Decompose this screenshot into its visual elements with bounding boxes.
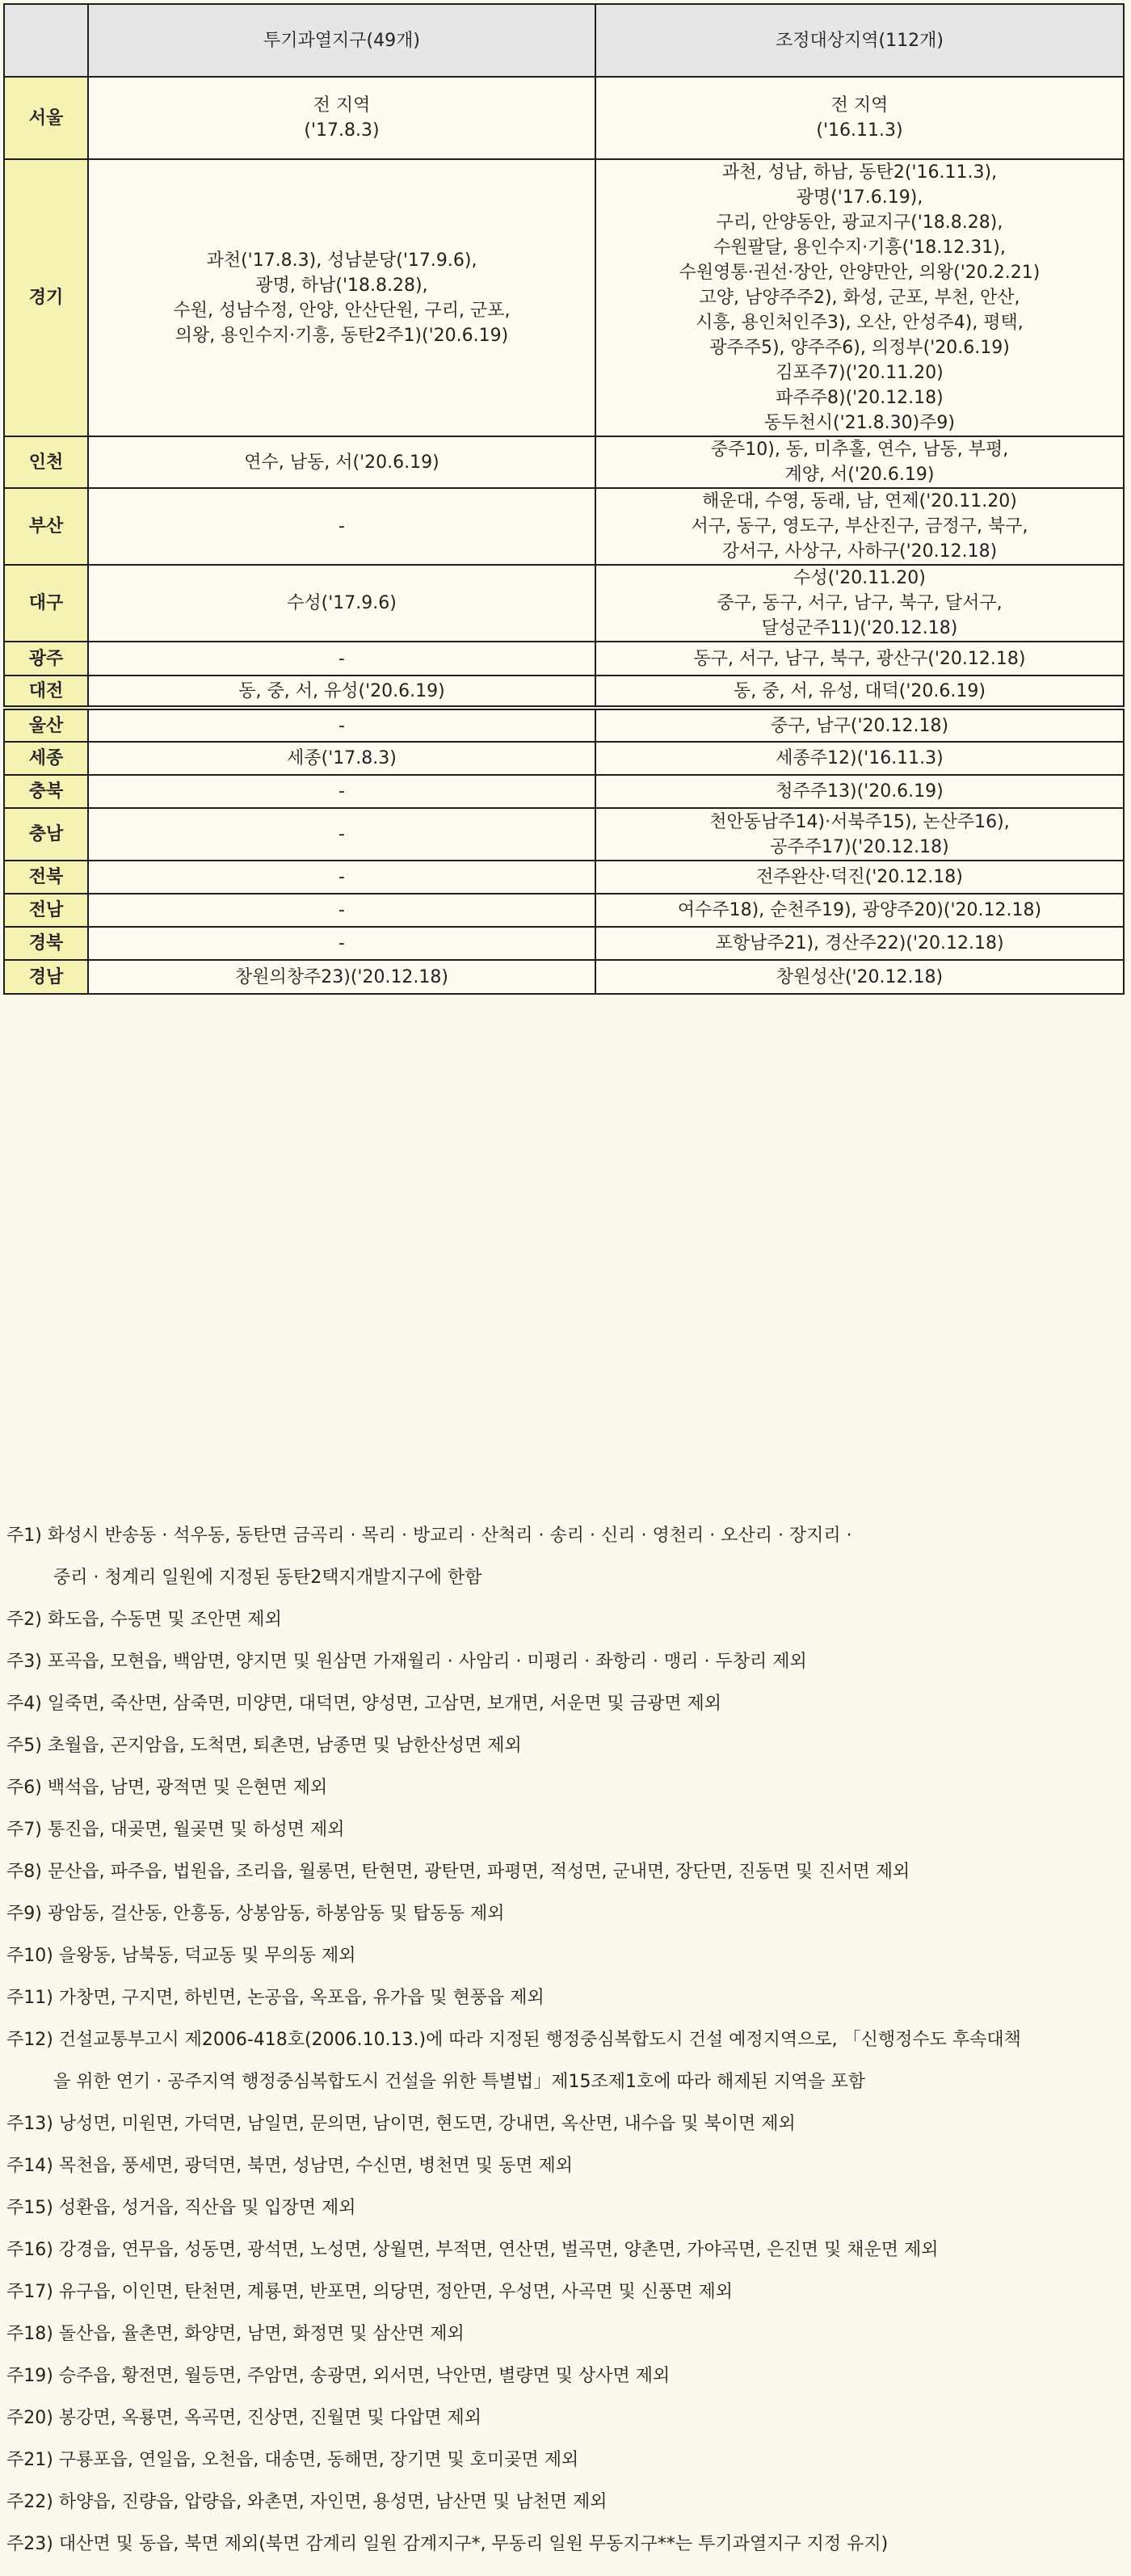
table-row [4,676,1124,708]
cell-line: 의왕, 용인수지·기흥, 동탄2주1)('20.6.19) [174,325,509,346]
footnote-text: 주19) 승주읍, 황전면, 월등면, 주암면, 송광면, 외서면, 낙안면, 별량면 및 상사면 제외 [6,2366,671,2386]
cell-line: 과천('17.8.3), 성남분당('17.9.6), [206,250,477,271]
cell-line: 수원영통·권선·장안, 안양만안, 의왕('20.2.21) [679,263,1041,283]
cell-line: - [338,648,345,669]
footnote-text: 주14) 목천읍, 풍세면, 광덕면, 북면, 성남면, 수신면, 병천면 및 동면 제외 [6,2156,574,2176]
table-row [4,927,1124,960]
cell-line: 과천, 성남, 하남, 동탄2('16.11.3), [721,162,998,183]
cell-line: 세종주12)('16.11.3) [776,748,944,768]
footnote-item [6,2324,1125,2345]
footnote-item [6,2408,1125,2429]
region-cell: 충남 [4,808,88,861]
header-blank-cell [4,4,88,77]
cell-line: 광명, 하남('18.8.28), [255,275,428,296]
cell-line: 수원, 성남수정, 안양, 안산단원, 구리, 군포, [173,300,511,321]
footnote-item [6,1904,1125,1925]
footnote-text: 주10) 을왕동, 남북동, 덕교동 및 무의동 제외 [6,1946,356,1966]
footnote-continuation: 중리 · 청계리 일원에 지정된 동탄2택지개발지구에 한함 [53,1568,482,1588]
cell-line: 수성('20.11.20) [793,568,926,588]
footnote-item [6,2030,1125,2093]
adjustment-cell [595,159,1124,436]
cell-line: ('16.11.3) [816,120,903,141]
cell-line: 공주주17)('20.12.18) [770,836,949,857]
footnote-text: 주8) 문산읍, 파주읍, 법원읍, 조리읍, 월롱면, 탄현면, 광탄면, 파평면, 적성면, 군내면, 장단면, 진동면 및 진서면 제외 [6,1862,910,1882]
footnote-item [6,1946,1125,1967]
cell-line: 수성('17.9.6) [287,593,397,613]
regulated-areas-table [3,3,1125,995]
adjustment-cell [595,894,1124,927]
cell-line: 계양, 서('20.6.19) [784,465,935,485]
cell-line: 김포주7)('20.11.20) [776,363,944,383]
speculation-cell [88,77,595,159]
adjustment-cell [595,960,1124,994]
cell-line: 중주10), 동, 미추홀, 연수, 남동, 부평, [710,440,1009,460]
region-cell: 부산 [4,488,88,565]
adjustment-cell [595,488,1124,565]
region-cell: 광주 [4,642,88,676]
table-row [4,488,1124,565]
cell-line: 중구, 동구, 서구, 남구, 북구, 달서구, [717,593,1003,613]
cell-line: - [338,824,345,844]
cell-line: 동, 중, 서, 유성, 대덕('20.6.19) [734,680,986,701]
speculation-cell [88,565,595,642]
cell-line: 전주완산·덕진('20.12.18) [756,867,963,887]
footnote-item [6,2282,1125,2303]
table-row [4,894,1124,927]
footnote-item [6,1694,1125,1715]
adjustment-cell [595,861,1124,894]
footnote-text: 주15) 성환읍, 성거읍, 직산읍 및 입장면 제외 [6,2198,356,2218]
table-row [4,808,1124,861]
cell-line: - [338,900,345,920]
speculation-cell [88,808,595,861]
footnote-item [6,1652,1125,1673]
cell-line: - [338,933,345,953]
adjustment-cell [595,642,1124,676]
cell-line: 고양, 남양주주2), 화성, 군포, 부천, 안산, [699,288,1020,308]
table-row [4,775,1124,808]
adjustment-cell [595,808,1124,861]
region-cell: 경기 [4,159,88,436]
footnote-text: 주12) 건설교통부고시 제2006-418호(2006.10.13.)에 따라 지정된 행정중심복합도시 건설 예정지역으로, 「신행정수도 후속대책 [6,2030,1021,2050]
region-cell: 대구 [4,565,88,642]
speculation-cell [88,159,595,436]
footnote-item [6,2534,1125,2555]
footnote-text: 주17) 유구읍, 이인면, 탄천면, 계룡면, 반포면, 의당면, 정안면, 우성면, 사곡면 및 신풍면 제외 [6,2282,734,2302]
table-row [4,960,1124,994]
region-cell: 충북 [4,775,88,808]
header-adjustment: 조정대상지역(112개) [595,4,1124,77]
footnote-item [6,2114,1125,2135]
footnote-text: 주2) 화도읍, 수동면 및 조안면 제외 [6,1610,282,1630]
footnote-item [6,1988,1125,2009]
speculation-cell [88,894,595,927]
speculation-cell [88,642,595,676]
table-row [4,708,1124,742]
footnote-item [6,1526,1125,1589]
cell-line: 시흥, 용인처인주3), 오산, 안성주4), 평택, [696,313,1024,333]
footnote-text: 주5) 초월읍, 곤지암읍, 도척면, 퇴촌면, 남종면 및 남한산성면 제외 [6,1736,522,1756]
cell-line: 동두천시('21.8.30)주9) [763,413,956,433]
footnote-item [6,1820,1125,1841]
region-cell: 인천 [4,436,88,488]
footnote-item [6,2450,1125,2471]
footnote-item [6,2366,1125,2387]
footnote-item [6,1736,1125,1757]
cell-line: ('17.8.3) [304,120,380,141]
cell-line: 천안동남주14)·서북주15), 논산주16), [709,811,1010,832]
cell-line: - [338,715,345,736]
cell-line: 연수, 남동, 서('20.6.19) [244,452,439,473]
footnote-text: 주3) 포곡읍, 모현읍, 백암면, 양지면 및 원삼면 가재월리 · 사암리 · 미평리 · 좌항리 · 맹리 · 두창리 제외 [6,1652,807,1672]
speculation-cell [88,708,595,742]
cell-line: - [338,516,345,537]
speculation-cell [88,927,595,960]
table-row [4,77,1124,159]
footnote-text: 주23) 대산면 및 동읍, 북면 제외(북면 감계리 일원 감계지구*, 무동리 일원 무동지구**는 투기과열지구 지정 유지) [6,2534,889,2554]
speculation-cell [88,960,595,994]
region-cell: 전북 [4,861,88,894]
region-cell: 울산 [4,708,88,742]
cell-line: - [338,867,345,887]
adjustment-cell [595,436,1124,488]
adjustment-cell [595,775,1124,808]
adjustment-cell [595,565,1124,642]
cell-line: 포항남주21), 경산주22)('20.12.18) [715,933,1004,953]
footnote-continuation: 을 위한 연기 · 공주지역 행정중심복합도시 건설을 위한 특별법」제15조제1호에 따라 해제된 지역을 포함 [53,2072,865,2092]
footnote-text: 주9) 광암동, 걸산동, 안흥동, 상봉암동, 하봉암동 및 탑동동 제외 [6,1904,505,1924]
adjustment-cell [595,676,1124,708]
footnotes [6,1526,1125,2576]
header-speculation: 투기과열지구(49개) [88,4,595,77]
cell-line: 중구, 남구('20.12.18) [770,715,949,736]
speculation-cell [88,775,595,808]
footnote-text: 주6) 백석읍, 남면, 광적면 및 은현면 제외 [6,1778,328,1798]
adjustment-cell [595,708,1124,742]
footnote-item [6,1610,1125,1631]
footnote-text: 주4) 일죽면, 죽산면, 삼죽면, 미양면, 대덕면, 양성면, 고삼면, 보개면, 서운면 및 금광면 제외 [6,1694,722,1714]
table-row [4,742,1124,775]
cell-line: 세종('17.8.3) [287,748,397,768]
footnote-item [6,2492,1125,2513]
cell-line: 서구, 동구, 영도구, 부산진구, 금정구, 북구, [691,516,1028,537]
region-cell: 서울 [4,77,88,159]
speculation-cell [88,676,595,708]
footnote-text: 주11) 가창면, 구지면, 하빈면, 논공읍, 옥포읍, 유가읍 및 현풍읍 제외 [6,1988,544,2008]
region-cell: 경북 [4,927,88,960]
cell-line: 창원성산('20.12.18) [776,966,944,987]
cell-line: - [338,781,345,802]
cell-line: 구리, 안양동안, 광교지구('18.8.28), [716,213,1003,233]
region-cell: 경남 [4,960,88,994]
table-row [4,861,1124,894]
cell-line: 광주주5), 양주주6), 의정부('20.6.19) [709,338,1010,358]
speculation-cell [88,488,595,565]
footnote-text: 주21) 구룡포읍, 연일읍, 오천읍, 대송면, 동해면, 장기면 및 호미곶면 제외 [6,2450,579,2470]
footnote-text: 주1) 화성시 반송동 · 석우동, 동탄면 금곡리 · 목리 · 방교리 · 산척리 · 송리 · 신리 · 영천리 · 오산리 · 장지리 · [6,1526,852,1546]
cell-line: 전 지역 [313,95,371,116]
cell-line: 동구, 서구, 남구, 북구, 광산구('20.12.18) [693,648,1026,669]
speculation-cell [88,742,595,775]
table-row [4,565,1124,642]
cell-line: 강서구, 사상구, 사하구('20.12.18) [721,541,998,562]
footnote-item [6,1862,1125,1883]
adjustment-cell [595,927,1124,960]
table-row [4,642,1124,676]
table-row [4,436,1124,488]
footnote-text: 주22) 하양읍, 진량읍, 압량읍, 와촌면, 자인면, 용성면, 남산면 및 남천면 제외 [6,2492,608,2512]
cell-line: 광명('17.6.19), [796,187,923,208]
footnote-text: 주20) 봉강면, 옥룡면, 옥곡면, 진상면, 진월면 및 다압면 제외 [6,2408,482,2428]
region-cell: 대전 [4,676,88,708]
region-cell: 전남 [4,894,88,927]
speculation-cell [88,436,595,488]
footnote-text: 주18) 돌산읍, 율촌면, 화양면, 남면, 화정면 및 삼산면 제외 [6,2324,465,2344]
region-cell: 세종 [4,742,88,775]
footnote-item [6,1778,1125,1799]
cell-line: 달성군주11)('20.12.18) [761,618,958,638]
cell-line: 여수주18), 순천주19), 광양주20)('20.12.18) [677,900,1042,920]
cell-line: 수원팔달, 용인수지·기흥('18.12.31), [713,238,1006,258]
cell-line: 파주주8)('20.12.18) [776,388,944,408]
footnote-text: 주13) 낭성면, 미원면, 가덕면, 남일면, 문의면, 남이면, 현도면, 강내면, 옥산면, 내수읍 및 북이면 제외 [6,2114,796,2134]
table-row [4,159,1124,436]
adjustment-cell [595,742,1124,775]
cell-line: 해운대, 수영, 동래, 남, 연제('20.11.20) [702,491,1017,511]
cell-line: 청주주13)('20.6.19) [776,781,944,802]
cell-line: 전 지역 [830,95,889,116]
footnote-item [6,2240,1125,2261]
cell-line: 동, 중, 서, 유성('20.6.19) [238,680,445,701]
cell-line: 창원의창주23)('20.12.18) [234,966,449,987]
speculation-cell [88,861,595,894]
footnote-text: 주16) 강경읍, 연무읍, 성동면, 광석면, 노성면, 상월면, 부적면, 연산면, 벌곡면, 양촌면, 가야곡면, 은진면 및 채운면 제외 [6,2240,939,2260]
footnote-item [6,2198,1125,2219]
adjustment-cell [595,77,1124,159]
footnote-item [6,2156,1125,2177]
footnote-text: 주7) 통진읍, 대곶면, 월곶면 및 하성면 제외 [6,1820,345,1840]
